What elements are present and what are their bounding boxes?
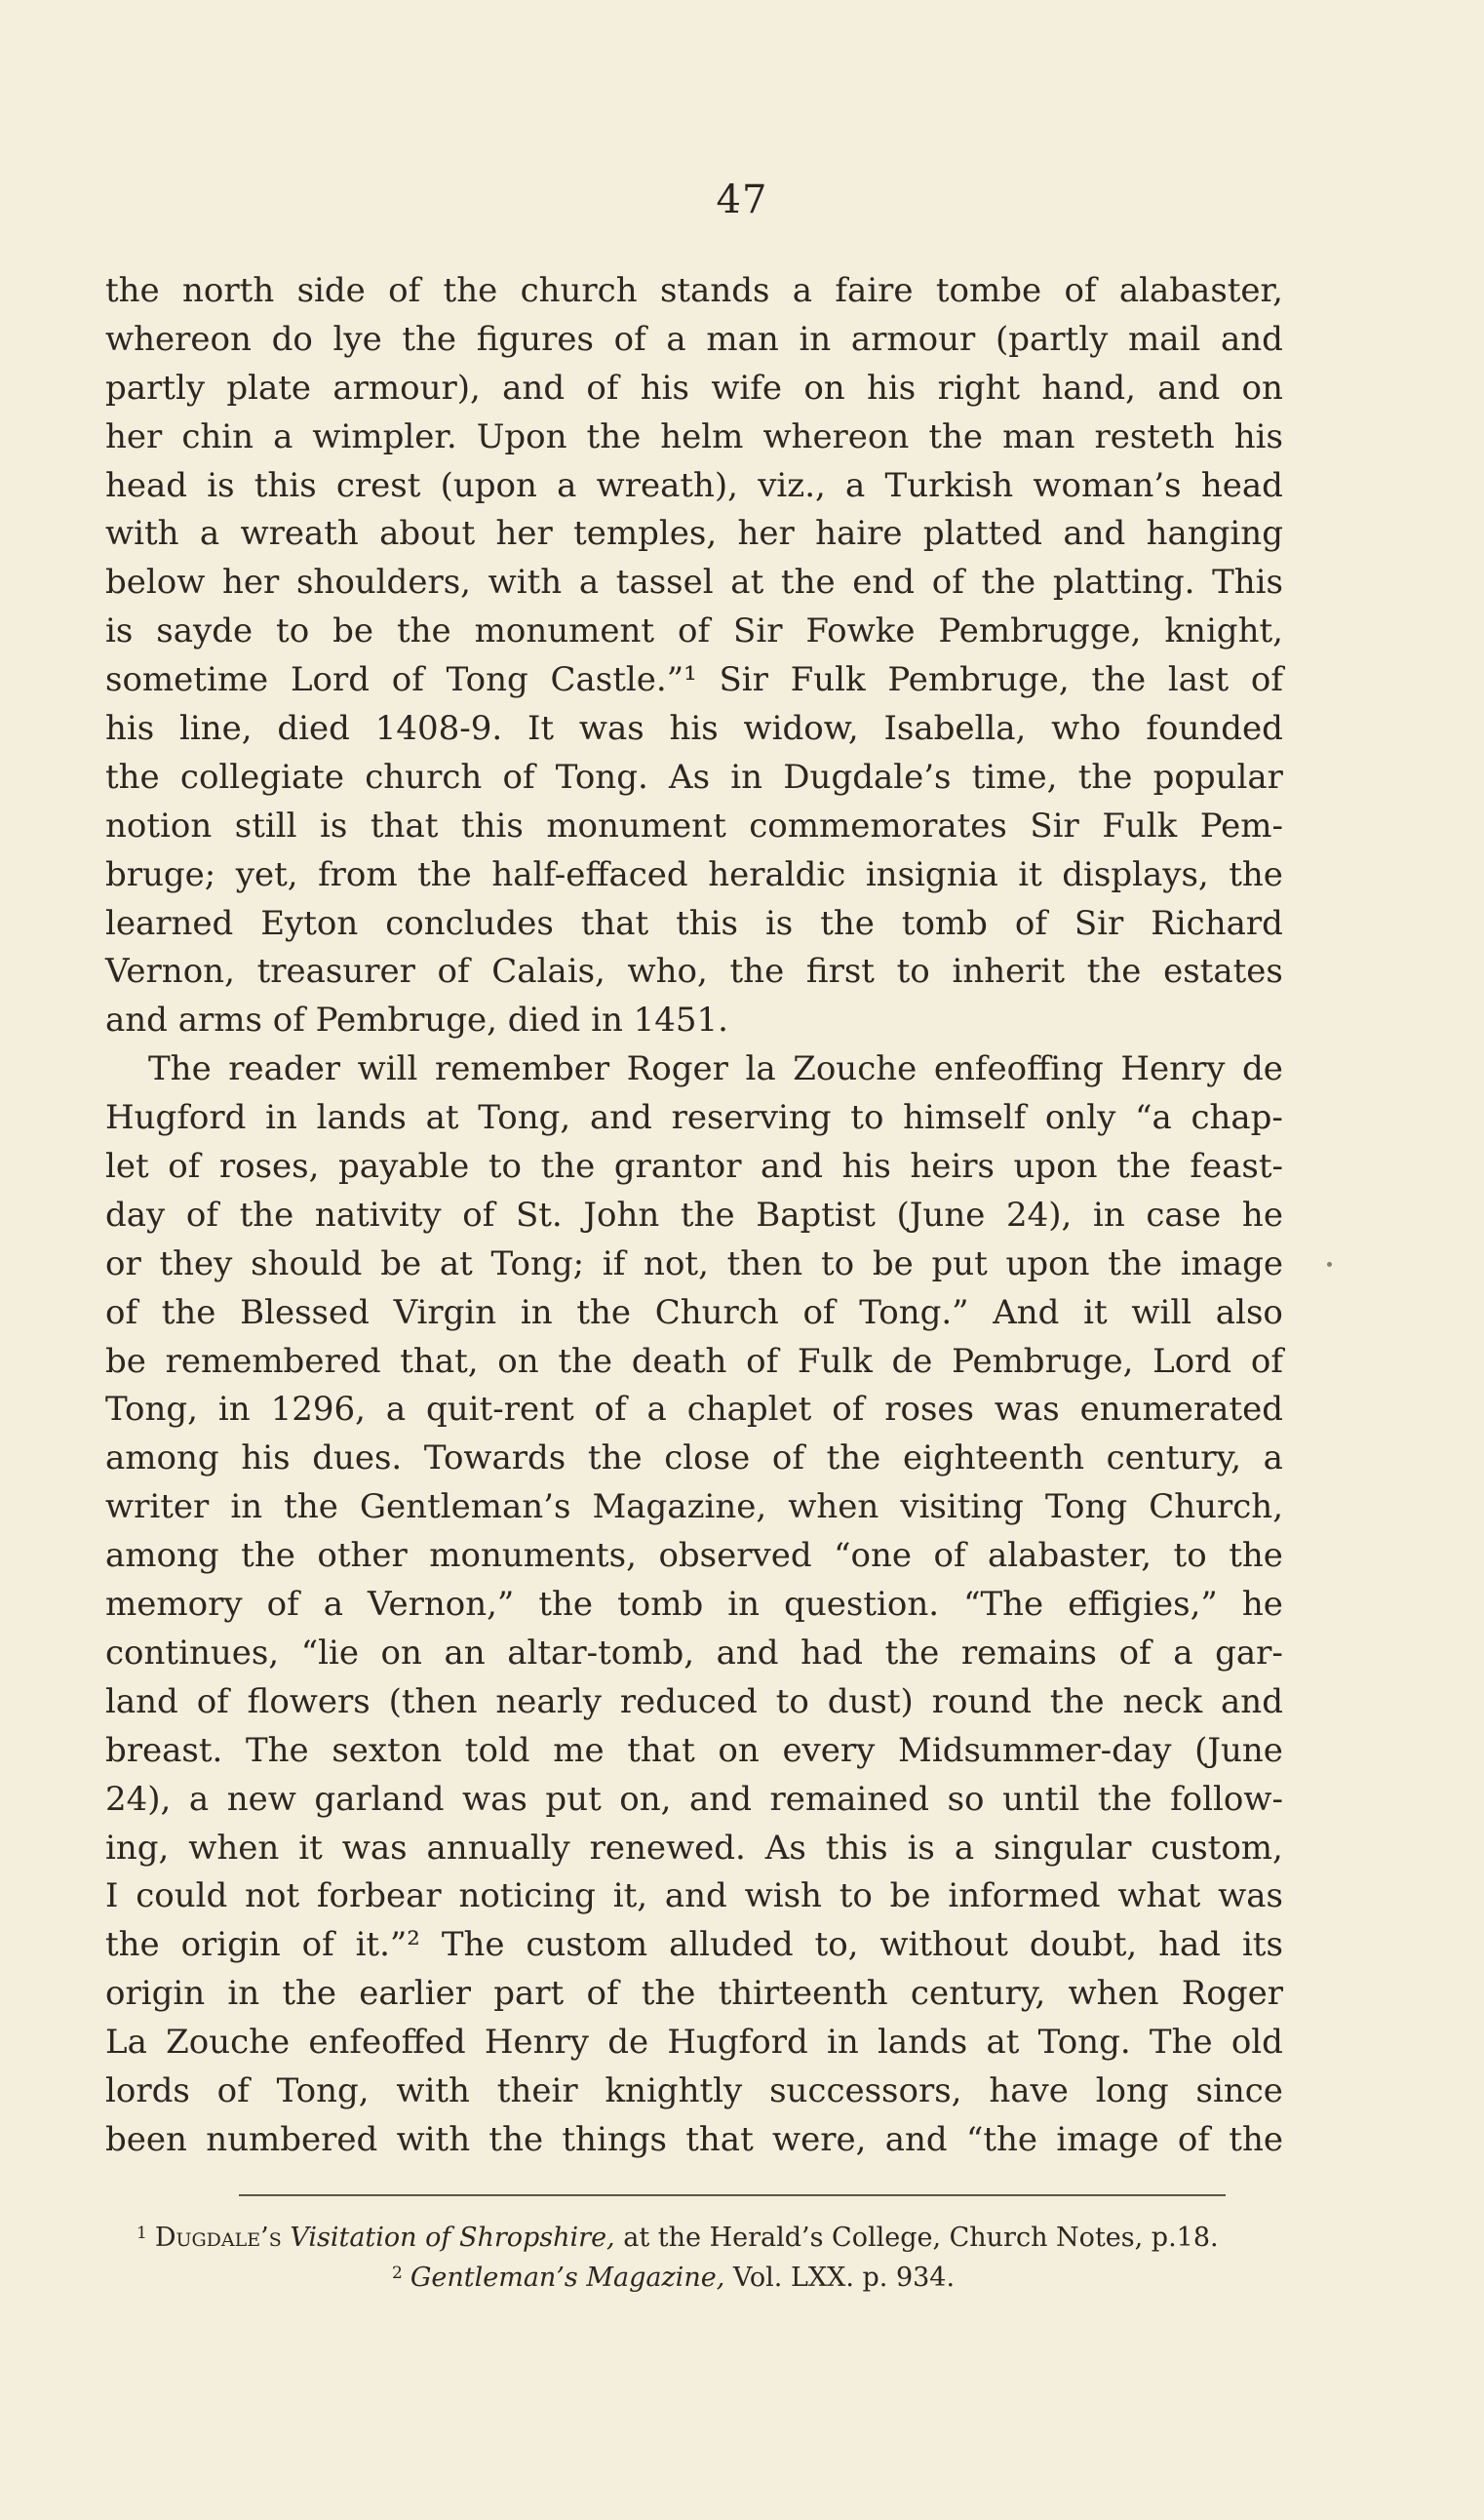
text-line: of the Blessed Virgin in the Church of Tong.” And it will also (105, 1292, 1283, 1332)
text-line: I could not forbear noticing it, and wish to be informed what was (105, 1876, 1283, 1916)
text-line: been numbered with the things that were, and “the image of the (105, 2119, 1283, 2159)
footnote-1-mark: 1 (137, 2224, 147, 2243)
text-line: bruge; yet, from the half-effaced heraldic insignia it displays, the (105, 854, 1283, 894)
text-line: or they should be at Tong; if not, then to be put upon the image (105, 1243, 1283, 1283)
text-line: Tong, in 1296, a quit-rent of a chaplet of roses was enumerated (105, 1390, 1283, 1430)
text-line: and arms of Pembruge, died in 1451. (105, 1001, 728, 1041)
text-line: The reader will remember Roger la Zouche enfeoffing Henry de (148, 1049, 1283, 1089)
text-line: sometime Lord of Tong Castle.”¹ Sir Fulk Pembruge, the last of (105, 660, 1283, 700)
text-line: day of the nativity of St. John the Baptist (June 24), in case he (105, 1195, 1283, 1235)
text-line: the north side of the church stands a faire tombe of alabaster, (105, 271, 1283, 310)
text-line: among his dues. Towards the close of the eighteenth century, a (105, 1438, 1283, 1478)
text-line: her chin a wimpler. Upon the helm whereon the man resteth his (105, 416, 1283, 456)
footnote-1-rest: at the Herald’s College, Church Notes, p.18. (623, 2223, 1219, 2253)
text-line: his line, died 1408-9. It was his widow, Isabella, who founded (105, 709, 1283, 749)
text-line: partly plate armour), and of his wife on his right hand, and on (105, 368, 1283, 408)
text-line: whereon do lye the figures of a man in armour (partly mail and (105, 319, 1283, 359)
footnote-1-title: Visitation of Shropshire, (290, 2223, 615, 2253)
footnote-1 (137, 2216, 1287, 2256)
text-line: 24), a new garland was put on, and remained so until the follow- (105, 1779, 1283, 1819)
text-line: notion still is that this monument commemorates Sir Fulk Pem- (105, 806, 1283, 846)
text-line: with a wreath about her temples, her haire platted and hanging (105, 514, 1283, 554)
text-line: lords of Tong, with their knightly successors, have long since (105, 2070, 1283, 2110)
text-line: origin in the earlier part of the thirteenth century, when Roger (105, 1974, 1283, 2014)
footnote-2-rest: Vol. LXX. p. 934. (732, 2263, 956, 2293)
text-line: among the other monuments, observed “one of alabaster, to the (105, 1536, 1283, 1576)
text-line: the collegiate church of Tong. As in Dugdale’s time, the popular (105, 757, 1283, 797)
text-line: let of roses, payable to the grantor and his heirs upon the feast- (105, 1147, 1283, 1187)
text-line: land of flowers (then nearly reduced to dust) round the neck and (105, 1681, 1283, 1721)
footnotes (137, 2216, 1287, 2296)
text-line: head is this crest (upon a wreath), viz., a Turkish woman’s head (105, 465, 1283, 505)
text-line: Hugford in lands at Tong, and reserving to himself only “a chap- (105, 1098, 1283, 1138)
text-line: is sayde to be the monument of Sir Fowke Pembrugge, knight, (105, 611, 1283, 651)
text-line: La Zouche enfeoffed Henry de Hugford in lands at Tong. The old (105, 2023, 1283, 2063)
footnote-2-title: Gentleman’s Magazine, (410, 2263, 725, 2293)
text-line: continues, “lie on an altar-tomb, and had the remains of a gar- (105, 1633, 1283, 1673)
page-number: 47 (716, 177, 768, 222)
body-text (105, 267, 1283, 2165)
footnote-2 (137, 2256, 1287, 2296)
text-line: writer in the Gentleman’s Magazine, when visiting Tong Church, (105, 1487, 1283, 1527)
text-line: learned Eyton concludes that this is the tomb of Sir Richard (105, 903, 1283, 943)
text-line: the origin of it.”² The custom alluded to, without doubt, had its (105, 1925, 1283, 1965)
text-line: Vernon, treasurer of Calais, who, the first to inherit the estates (105, 952, 1283, 992)
text-line: be remembered that, on the death of Fulk de Pembruge, Lord of (105, 1341, 1283, 1381)
footnote-divider (239, 2194, 1226, 2196)
paper-speck (1327, 1262, 1332, 1267)
text-line: memory of a Vernon,” the tomb in question. “The effigies,” he (105, 1585, 1283, 1625)
footnote-1-author: Dugdale’s (154, 2223, 282, 2253)
footnote-2-mark: 2 (392, 2264, 403, 2283)
text-line: ing, when it was annually renewed. As this is a singular custom, (105, 1828, 1283, 1868)
text-line: below her shoulders, with a tassel at the end of the platting. This (105, 563, 1283, 603)
text-line: breast. The sexton told me that on every Midsummer-day (June (105, 1730, 1283, 1770)
